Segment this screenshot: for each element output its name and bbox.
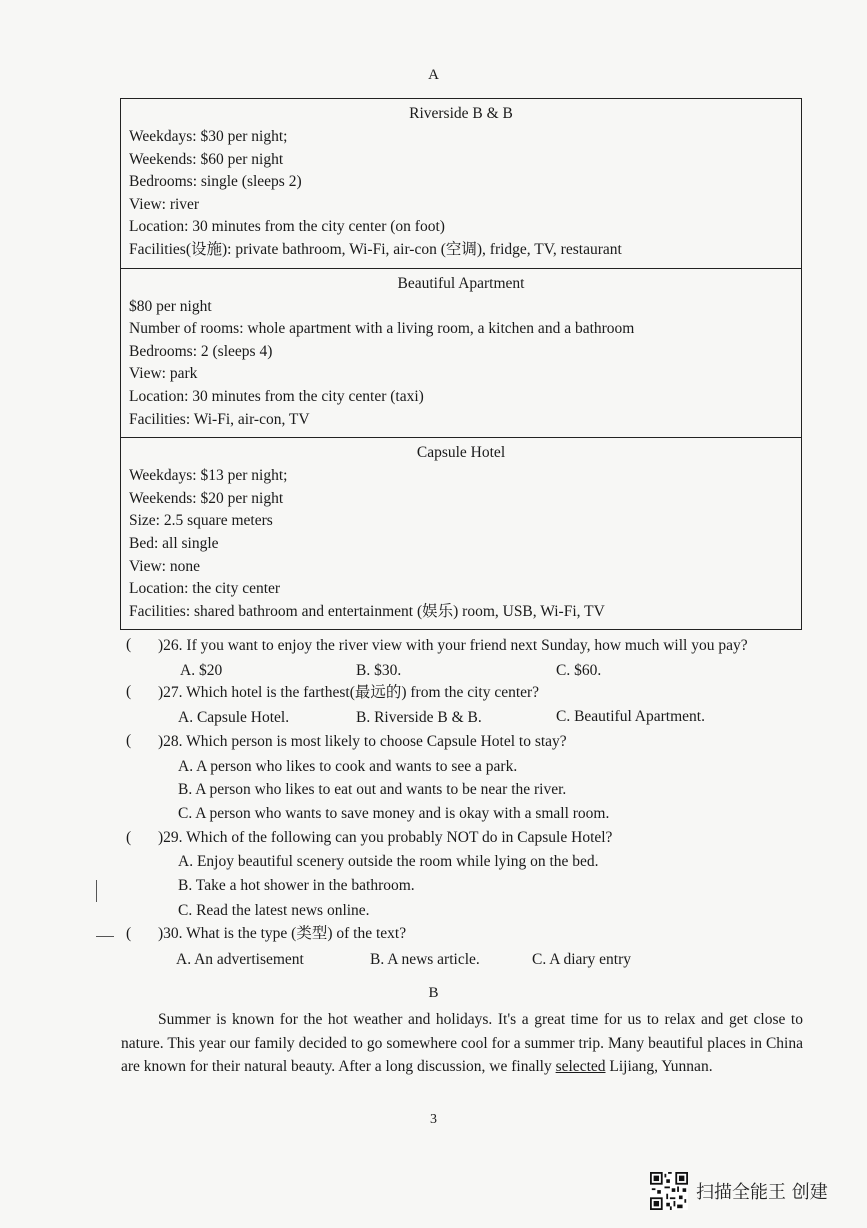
q29-option-b: B. Take a hot shower in the bathroom. [178, 877, 415, 894]
q29-option-a: A. Enjoy beautiful scenery outside the room while lying on the bed. [178, 853, 599, 870]
answer-blank: ( [126, 683, 132, 700]
ad-title: Beautiful Apartment [397, 274, 525, 292]
ad-line: View: park [129, 365, 198, 383]
ad-line: Facilities: Wi-Fi, air-con, TV [129, 410, 310, 428]
passage-b [121, 1008, 803, 1079]
q27-option-c: C. Beautiful Apartment. [556, 708, 705, 725]
q30-option-b: B. A news article. [370, 951, 480, 968]
question-28: )28. Which person is most likely to choose Capsule Hotel to stay? [158, 733, 567, 750]
ad-line: Bedrooms: single (sleeps 2) [129, 173, 302, 191]
q29-option-c: C. Read the latest news online. [178, 902, 370, 919]
passage-underlined-word: selected [555, 1058, 606, 1076]
q28-option-a: A. A person who likes to cook and wants to see a park. [178, 758, 518, 775]
ad-title: Riverside B & B [409, 105, 513, 122]
q28-option-b: B. A person who likes to eat out and wants to be near the river. [178, 781, 567, 798]
ad-line: Weekdays: $30 per night; [129, 128, 288, 145]
ad-line: Bed: all single [129, 534, 219, 552]
passage-text: Summer is known for the hot weather and holidays. It's a great time for us to relax and get close to nature. This year our family decided to go somewhere cool for a summer trip. Many beautiful places in China are known for their natural beauty. After a long discussion, we finally [121, 1011, 803, 1076]
ad-line: View: none [129, 557, 200, 575]
ad-line: Facilities: shared bathroom and entertainment (娱乐) room, USB, Wi-Fi, TV [129, 602, 605, 620]
passage-text: Lijiang, Yunnan. [605, 1058, 713, 1076]
ad-line: Location: the city center [129, 580, 281, 598]
qr-code-icon [650, 1172, 688, 1210]
answer-blank: ( [126, 732, 132, 749]
q30-option-a: A. An advertisement [176, 951, 304, 968]
section-b-label: B [428, 985, 439, 1001]
accommodation-ad-table [120, 98, 802, 630]
ad-line: Facilities(设施): private bathroom, Wi-Fi, air-con (空调), fridge, TV, restaurant [129, 240, 622, 258]
question-27: )27. Which hotel is the farthest(最远的) from the city center? [158, 684, 540, 701]
q26-option-b: B. $30. [356, 662, 402, 679]
scan-mark [96, 880, 97, 902]
scan-mark [96, 936, 114, 937]
ad-line: $80 per night [129, 297, 212, 315]
q30-option-c: C. A diary entry [532, 951, 632, 968]
question-26: )26. If you want to enjoy the river view with your friend next Sunday, how much will you pay? [158, 637, 748, 654]
ad-line: Weekdays: $13 per night; [129, 467, 288, 485]
ad-line: Weekends: $60 per night [129, 150, 284, 168]
ad-line: View: river [129, 195, 200, 213]
ad-line: Size: 2.5 square meters [129, 512, 273, 530]
question-30: )30. What is the type (类型) of the text? [158, 925, 407, 942]
answer-blank: ( [126, 636, 132, 653]
ad-line: Bedrooms: 2 (sleeps 4) [129, 342, 273, 360]
ad-riverside [121, 99, 801, 269]
ad-apartment [121, 269, 801, 439]
section-a-label: A [428, 67, 439, 83]
ad-line: Number of rooms: whole apartment with a living room, a kitchen and a bathroom [129, 320, 635, 338]
question-29: )29. Which of the following can you probably NOT do in Capsule Hotel? [158, 829, 613, 846]
q27-option-a: A. Capsule Hotel. [178, 709, 290, 726]
q26-option-c: C. $60. [556, 662, 602, 679]
ad-line: Location: 30 minutes from the city center (taxi) [129, 387, 424, 405]
answer-blank: ( [126, 925, 132, 942]
scanner-watermark [650, 1172, 828, 1210]
ad-capsule [121, 438, 801, 629]
ad-line: Weekends: $20 per night [129, 489, 284, 507]
q26-option-a: A. $20 [180, 662, 223, 679]
ad-line: Location: 30 minutes from the city center (on foot) [129, 218, 445, 236]
q28-option-c: C. A person who wants to save money and is okay with a small room. [178, 805, 610, 822]
scanner-brand-text: 扫描全能王 创建 [696, 1182, 828, 1203]
q27-option-b: B. Riverside B & B. [356, 709, 482, 726]
ad-title: Capsule Hotel [416, 444, 506, 462]
answer-blank: ( [126, 829, 132, 846]
page-number: 3 [430, 1112, 437, 1127]
